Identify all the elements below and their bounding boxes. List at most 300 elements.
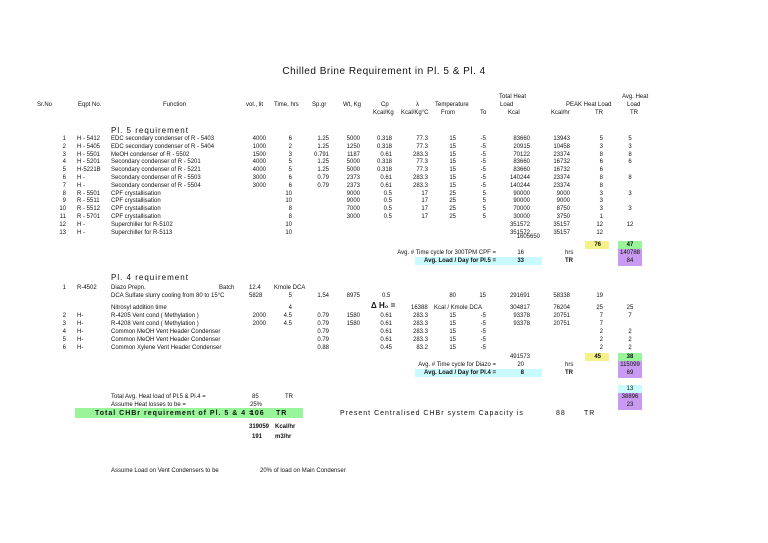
pl4-avg-load-value: 8 [520, 370, 524, 376]
pl5-row [0, 136, 768, 143]
pl5-avg-load-label: Avg. Load / Day for Pl.5 = [424, 258, 496, 264]
total-requirement-label: Total CHBr requirement of Pl. 5 & 4 = [95, 410, 255, 417]
pl5-cell-peak: 10458 [553, 143, 570, 150]
pl5-cell-peak-tr: 8 [599, 175, 603, 181]
pl4-cell-time: 4.5 [283, 321, 292, 327]
pl5-cell-lambda: 283.3 [412, 175, 428, 181]
pl5-cell-srno: 8 [62, 190, 66, 197]
pl5-cell-eqpt: R - 5501 [77, 190, 101, 197]
pl5-cell-srno: 3 [62, 151, 66, 158]
pl5-cell-vol: 3000 [252, 175, 266, 181]
m3-value: 191 [252, 434, 263, 440]
pl4-cell-cp: 0.61 [380, 313, 392, 319]
pl4-cell-lambda: 83.2 [416, 345, 428, 351]
pl5-cell-wt: 1187 [347, 151, 360, 158]
pl5-cell-eqpt: H - 5501 [77, 151, 101, 158]
footer-purple-value-1: 38896 [621, 394, 639, 400]
pl5-cell-peak-tr: 8 [599, 151, 603, 158]
assume-load-label: Assume Load on Vent Condensers to be [111, 468, 219, 474]
pl5-cell-srno: 10 [59, 206, 66, 213]
pl5-cell-vol: 3000 [252, 182, 266, 189]
pl5-cell-total: 83660 [513, 159, 530, 166]
pl5-cell-function: Secondary condenser of R - 5201 [111, 159, 201, 166]
pl5-cell-from: 15 [449, 182, 456, 189]
pl5-cell-total: 140244 [509, 182, 530, 189]
pl5-cell-cp: 0.318 [376, 159, 392, 166]
pl5-cell-from: 25 [449, 190, 456, 197]
header-eqpt: Eqpt No. [78, 102, 102, 108]
header-peak-tr: TR [595, 110, 603, 116]
pl4-diazo-spgr: 1.54 [317, 293, 329, 299]
pl5-cell-to: -5 [480, 167, 486, 174]
pl5-cell-function: MeOH condenser of R - 5502 [111, 151, 190, 158]
pl4-cell-avg-tr: 2 [628, 329, 632, 335]
pl4-cell-from: 15 [449, 329, 456, 335]
pl5-cell-wt: 9000 [346, 190, 360, 197]
pl5-cell-peak: 16732 [553, 159, 570, 166]
pl4-nitrosyl-total: 304817 [509, 305, 530, 311]
pl4-nitrosyl-unit: Kcal / Kmole DCA [434, 305, 483, 311]
header-time: Time, hrs [274, 102, 299, 108]
pl4-cell-to: -5 [480, 337, 486, 343]
pl5-purple-value-2: 84 [626, 258, 634, 264]
pl5-cell-srno: 13 [59, 229, 66, 236]
pl4-diazo-wt: 8975 [346, 293, 360, 299]
pl4-cell-function: Common Xylene Vent Header Condenser [111, 345, 222, 351]
pl5-cell-lambda: 17 [421, 198, 428, 205]
pl4-diazo-tr: 19 [596, 293, 603, 299]
assume-load-value: 20% of load on Main Condenser [260, 468, 346, 474]
pl4-cell-wt: 1580 [346, 321, 360, 327]
pl5-row [0, 144, 768, 151]
pl5-cell-peak-tr: 3 [599, 198, 603, 205]
pl4-cell-to: -5 [480, 321, 486, 327]
header-total-heat: Total Heat [499, 94, 527, 100]
pl4-cell-srno: 2 [62, 313, 66, 319]
pl5-cell-cp: 0.5 [383, 206, 392, 213]
pl5-cell-cp: 0.318 [376, 136, 392, 142]
pl4-cell-eqpt: H- [77, 329, 84, 335]
pl4-diazo-func2: DCA Sulfate slurry cooling from 80 to 15°C [111, 293, 225, 299]
pl4-cell-vol: 2000 [252, 321, 266, 327]
pl4-diazo-peak: 58338 [553, 293, 570, 299]
pl5-cell-srno: 12 [59, 221, 66, 228]
pl5-cell-cp: 0.5 [383, 190, 392, 197]
pl4-cell-spgr: 0.79 [317, 329, 329, 335]
pl4-cell-vol: 2000 [252, 313, 266, 319]
total-requirement-unit: TR [276, 410, 288, 417]
pl5-cell-srno: 1 [62, 136, 66, 142]
pl5-cell-peak: 35157 [553, 221, 570, 228]
pl4-diazo-batch: Batch [219, 285, 235, 291]
pl5-cell-peak-tr: 12 [596, 229, 603, 236]
pl5-cell-total: 30000 [513, 214, 530, 220]
pl5-cell-avg-tr: 6 [628, 159, 632, 166]
pl5-cell-function: Secondary condenser of R - 5504 [111, 182, 201, 189]
pl4-cell-function: R-4205 Vent cond ( Methylation ) [111, 313, 199, 319]
pl5-cell-avg-tr: 3 [628, 206, 632, 213]
pl5-cell-to: -5 [480, 175, 486, 181]
pl5-cell-total: 351572 [509, 221, 530, 228]
pl5-cell-vol: 1500 [252, 151, 266, 158]
pl5-sum-avg-tr: 47 [626, 242, 634, 248]
pl5-cell-from: 25 [449, 198, 456, 205]
pl4-diazo-vol2: 5828 [249, 293, 263, 299]
pl4-cell-peak-tr: 7 [599, 313, 603, 319]
pl5-cell-spgr: 0.79 [317, 175, 329, 181]
pl5-cell-avg-tr: 8 [628, 151, 632, 158]
pl5-cell-vol: 1000 [252, 143, 266, 150]
pl5-cell-spgr: 1.25 [317, 159, 329, 166]
pl5-cell-cp: 0.5 [383, 214, 392, 220]
header-from: From [441, 110, 455, 116]
pl5-cell-to: -5 [480, 151, 486, 158]
pl5-cell-eqpt: H - [77, 182, 85, 189]
pl5-cell-function: Superchiller for R-5113 [111, 229, 173, 236]
pl5-cell-total: 90000 [513, 190, 530, 197]
pl4-cell-lambda: 283.3 [412, 329, 428, 335]
pl4-cell-cp: 0.61 [380, 329, 392, 335]
header-peak: PEAK Heat Load [566, 102, 612, 108]
pl5-cell-cp: 0.318 [376, 143, 392, 150]
pl4-cell-srno: 3 [62, 321, 66, 327]
pl5-cell-eqpt: H - 5412 [77, 136, 101, 142]
pl5-cell-wt: 5000 [346, 167, 360, 174]
pl5-cell-vol: 4000 [252, 167, 266, 174]
pl5-cell-lambda: 77.3 [416, 159, 428, 166]
pl5-cell-spgr: 0.791 [313, 151, 329, 158]
pl4-cell-spgr: 0.79 [317, 321, 329, 327]
pl5-cell-spgr: 0.79 [317, 182, 329, 189]
pl5-cell-spgr: 1.25 [317, 143, 329, 150]
total-avg-unit: TR [285, 394, 293, 400]
pl5-cell-to: 5 [482, 198, 486, 205]
pl5-cell-function: CPF crystallisation [111, 190, 161, 197]
pl5-cell-time: 5 [288, 159, 292, 166]
pl5-cell-cp: 0.61 [380, 175, 392, 181]
pl4-purple-value-2: 69 [626, 370, 634, 376]
header-cp-unit: Kcal/Kg [373, 110, 394, 116]
pl4-sum-peak-tr: 45 [594, 354, 601, 360]
pl5-cell-peak-tr: 3 [599, 206, 603, 213]
pl4-cell-eqpt: H- [77, 313, 84, 319]
pl4-cell-srno: 6 [62, 345, 66, 351]
pl4-cell-spgr: 0.79 [317, 337, 329, 343]
pl5-cell-peak: 13943 [553, 136, 570, 142]
pl5-cell-spgr: 1.25 [317, 136, 329, 142]
pl5-row [0, 152, 768, 159]
pl4-diazo-srno: 1 [62, 285, 66, 291]
pl5-cell-function: EDC secondary condenser of R - 5404 [111, 143, 215, 150]
pl4-cell-avg-tr: 2 [628, 337, 632, 343]
pl5-cell-peak: 23374 [553, 175, 570, 181]
pl4-diazo-cp: 0.5 [382, 293, 391, 299]
pl4-avg-time-label: Avg. # Time cycle for Diazo = [418, 362, 496, 368]
pl5-cell-function: EDC secondary condenser of R - 5403 [111, 136, 215, 142]
pl5-cell-time: 3 [288, 151, 292, 158]
pl4-cell-peak: 20751 [553, 321, 570, 327]
pl5-cell-peak: 9000 [556, 198, 570, 205]
pl5-cell-time: 2 [288, 143, 292, 150]
pl5-cell-time: 8 [288, 206, 292, 213]
pl5-cell-time: 10 [285, 221, 292, 228]
pl4-nitrosyl-value: 16388 [411, 305, 428, 311]
pl5-cell-to: 5 [482, 214, 486, 220]
pl4-avg-load-unit: TR [565, 370, 573, 376]
header-wt: Wt, Kg [343, 102, 362, 108]
pl5-cell-eqpt: H - [77, 221, 85, 228]
pl5-cell-from: 15 [449, 151, 456, 158]
pl4-diazo-to: 15 [479, 293, 486, 299]
pl4-cell-cp: 0.61 [380, 321, 392, 327]
header-temperature: Temperature [435, 102, 469, 108]
header-peak-kcal: Kcal/hr [551, 110, 570, 116]
pl4-cell-spgr: 0.79 [317, 313, 329, 319]
pl4-nitrosyl-tr: 25 [596, 305, 603, 311]
pl5-cell-srno: 11 [59, 214, 66, 220]
pl5-cell-spgr: 1.25 [317, 167, 329, 174]
pl4-cell-from: 15 [449, 313, 456, 319]
pl5-avg-time-value: 16 [517, 250, 524, 256]
pl5-cell-from: 15 [449, 159, 456, 166]
pl5-avg-time-label: Avg. # Time cycle for 300TPM CPF = [397, 250, 496, 256]
pl5-cell-peak-tr: 12 [596, 221, 603, 228]
pl4-cell-eqpt: H- [77, 321, 84, 327]
pl5-cell-function: Superchiller for R-5102 [111, 221, 173, 228]
pl5-cell-wt: 5000 [346, 136, 360, 142]
pl5-cell-vol: 4000 [252, 159, 266, 166]
pl5-cell-lambda: 77.3 [416, 167, 428, 174]
pl5-row [0, 167, 768, 174]
pl4-purple-value-1: 115099 [620, 362, 640, 368]
pl4-nitrosyl-peak: 76204 [553, 305, 570, 311]
pl5-cell-wt: 2373 [346, 175, 360, 181]
pl4-cell-lambda: 283.3 [412, 321, 428, 327]
pl4-cell-cp: 0.45 [380, 345, 392, 351]
header-spgr: Sp.gr [312, 102, 327, 108]
pl5-cell-from: 15 [449, 167, 456, 174]
pl5-cell-function: Secondary condenser of R - 5503 [111, 175, 201, 181]
pl5-cell-total: 70122 [513, 151, 530, 158]
pl5-cell-srno: 2 [62, 143, 66, 150]
pl4-diazo-total: 291691 [509, 293, 530, 299]
pl5-sum-peak-tr: 76 [594, 242, 601, 248]
pl5-cell-total: 20915 [513, 143, 530, 150]
pl5-cell-avg-tr: 3 [628, 143, 632, 150]
pl5-cell-peak: 3750 [556, 214, 570, 220]
header-function: Function [163, 102, 187, 108]
total-avg-label: Total Avg. Heat load of Pl.5 & Pl.4 = [111, 394, 206, 400]
pl5-cell-peak: 35157 [553, 229, 570, 236]
pl4-cell-function: Common MeOH Vent Header Condenser [111, 329, 221, 335]
pl5-cell-avg-tr: 3 [628, 190, 632, 197]
pl4-cell-function: Common MeOH Vent Header Condenser [111, 337, 221, 343]
pl4-nitrosyl-dh: Δ H₀ = [371, 301, 396, 310]
pl5-cell-peak: 23374 [553, 182, 570, 189]
pl5-cell-time: 5 [288, 167, 292, 174]
pl4-cell-cp: 0.61 [380, 337, 392, 343]
kcal-unit: Kcal/hr [275, 424, 296, 430]
pl5-cell-peak-tr: 5 [599, 136, 603, 142]
pl5-cell-eqpt: R - 5512 [77, 206, 101, 213]
pl4-cell-to: -5 [480, 345, 486, 351]
pl5-avg-load-value: 33 [517, 258, 524, 264]
pl4-row [0, 337, 768, 344]
losses-value: 25% [250, 402, 263, 408]
pl5-cell-to: -5 [480, 182, 486, 189]
losses-label: Assume Heat losses to be = [111, 402, 186, 408]
header-lambda-unit: Kcal/Kg°C [401, 110, 429, 116]
pl5-cell-peak-tr: 1 [599, 214, 603, 220]
header-avg-load: Load [627, 102, 641, 108]
pl5-cell-time: 10 [285, 190, 292, 197]
pl5-cell-total: 351572 [509, 229, 530, 236]
pl4-cell-function: R-4208 Vent cond ( Methylation ) [111, 321, 199, 327]
pl5-row [0, 191, 768, 198]
header-total-load: Load [500, 102, 514, 108]
pl5-cell-from: 25 [449, 206, 456, 213]
pl5-row [0, 183, 768, 190]
pl5-cell-wt: 1250 [346, 143, 360, 150]
pl4-diazo-time2: 5 [288, 293, 292, 299]
pl5-cell-avg-tr: 12 [626, 221, 634, 228]
pl5-cell-eqpt: H - 5201 [77, 159, 101, 166]
pl4-cell-eqpt: H- [77, 345, 84, 351]
pl5-cell-function: CPF crystallisation [111, 198, 161, 205]
pl5-cell-eqpt: H - 5405 [77, 143, 101, 150]
footer-blue-value: 13 [626, 386, 634, 392]
pl4-diazo-time1: Kmole DCA [274, 285, 306, 291]
pl5-cell-total: 90000 [513, 198, 530, 205]
page-title: Chilled Brine Requirement in Pl. 5 & Pl. 4 [282, 66, 486, 77]
pl5-cell-avg-tr: 5 [628, 136, 632, 142]
pl4-cell-peak-tr: 2 [599, 345, 603, 351]
pl5-cell-srno: 6 [62, 175, 66, 181]
pl5-cell-to: -5 [480, 136, 486, 142]
m3-unit: m3/hr [275, 434, 292, 440]
pl4-cell-lambda: 283.3 [412, 313, 428, 319]
pl4-cell-wt: 1580 [346, 313, 360, 319]
pl5-cell-peak-tr: 3 [599, 143, 603, 150]
pl5-cell-eqpt: H - [77, 175, 85, 181]
pl5-cell-avg-tr: 8 [628, 175, 632, 181]
pl5-cell-time: 6 [288, 175, 292, 181]
present-capacity-unit: TR [584, 410, 596, 417]
pl5-cell-peak: 16732 [553, 167, 570, 174]
pl4-diazo-eqpt: R-4502 [77, 285, 97, 291]
pl5-row [0, 175, 768, 182]
kcal-value: 319059 [249, 424, 270, 430]
pl5-sum-total: 1605650 [516, 234, 540, 240]
header-vol: vol., lit [246, 102, 264, 108]
pl5-cell-wt: 7000 [346, 206, 360, 213]
pl5-cell-peak: 9000 [556, 190, 570, 197]
pl4-cell-srno: 5 [62, 337, 66, 343]
header-cp: Cp [381, 102, 389, 108]
pl5-row [0, 206, 768, 213]
pl5-cell-total: 83660 [513, 167, 530, 174]
pl5-cell-lambda: 283.3 [412, 151, 428, 158]
pl4-cell-eqpt: H- [77, 337, 84, 343]
header-avg-heat: Avg. Heat [622, 94, 649, 100]
pl5-cell-srno: 7 [62, 182, 66, 189]
pl5-cell-eqpt: H-5221B [77, 167, 101, 174]
pl4-cell-to: -5 [480, 313, 486, 319]
pl5-cell-lambda: 17 [421, 206, 428, 213]
pl5-cell-cp: 0.61 [380, 151, 392, 158]
pl4-row [0, 321, 768, 328]
pl4-sum-avg-tr: 38 [626, 354, 634, 360]
section-heading-pl5: Pl. 5 requirement [111, 126, 189, 135]
pl5-cell-to: 5 [482, 190, 486, 197]
pl4-cell-to: -5 [480, 329, 486, 335]
pl5-cell-peak-tr: 6 [599, 159, 603, 166]
pl5-cell-total: 140244 [509, 175, 530, 181]
pl5-cell-peak-tr: 6 [599, 167, 603, 174]
pl5-cell-eqpt: R - 5701 [77, 214, 101, 220]
pl5-row [0, 214, 768, 221]
footer-purple-value-2: 23 [626, 402, 634, 408]
pl4-diazo-vol1: 12.4 [249, 285, 261, 291]
pl5-cell-total: 83660 [513, 136, 530, 142]
pl4-row [0, 313, 768, 320]
pl5-cell-function: Secondary condenser of R - 5221 [111, 167, 201, 174]
pl5-cell-peak-tr: 8 [599, 182, 603, 189]
pl4-nitrosyl-avg: 25 [626, 305, 634, 311]
pl4-cell-peak-tr: 7 [599, 321, 603, 327]
pl5-cell-peak-tr: 3 [599, 190, 603, 197]
section-heading-pl4: Pl. 4 requirement [111, 273, 189, 282]
pl5-cell-lambda: 283.3 [412, 182, 428, 189]
pl4-cell-peak-tr: 2 [599, 337, 603, 343]
pl5-cell-srno: 4 [62, 159, 66, 166]
pl5-cell-lambda: 77.3 [416, 143, 428, 150]
pl5-cell-peak: 8750 [556, 206, 570, 213]
pl4-row [0, 345, 768, 352]
pl4-sum-total: 491573 [509, 354, 530, 360]
pl4-cell-avg-tr: 2 [628, 345, 632, 351]
pl5-cell-time: 8 [288, 214, 292, 220]
pl5-cell-to: -5 [480, 143, 486, 150]
pl5-cell-from: 15 [449, 143, 456, 150]
pl4-cell-from: 15 [449, 337, 456, 343]
pl5-cell-eqpt: R - 5511 [77, 198, 100, 205]
pl5-cell-lambda: 17 [421, 190, 428, 197]
pl5-cell-eqpt: H - [77, 229, 85, 236]
pl5-cell-time: 6 [288, 136, 292, 142]
header-lambda: λ [416, 102, 419, 108]
pl5-cell-srno: 5 [62, 167, 66, 174]
pl5-cell-lambda: 17 [421, 214, 428, 220]
pl5-cell-time: 10 [285, 198, 292, 205]
pl4-diazo-func: Diazo Prepn. [111, 285, 146, 291]
pl5-avg-load-unit: TR [565, 258, 573, 264]
pl5-purple-value-1: 140788 [619, 250, 641, 256]
pl5-row [0, 198, 768, 205]
pl5-row [0, 230, 768, 237]
pl4-cell-total: 93378 [513, 313, 530, 319]
pl5-cell-peak: 23374 [553, 151, 570, 158]
pl4-cell-lambda: 283.3 [412, 337, 428, 343]
pl5-cell-wt: 5000 [346, 159, 360, 166]
pl5-cell-from: 25 [449, 214, 456, 220]
pl5-cell-srno: 9 [62, 198, 66, 205]
pl5-cell-cp: 0.318 [376, 167, 392, 174]
pl4-avg-load-label: Avg. Load / Day for Pl.4 = [424, 370, 496, 376]
pl5-cell-function: CPF crystallisation [111, 214, 161, 220]
header-total-kcal: Kcal [508, 110, 520, 116]
pl5-cell-function: CPF crystallisation [111, 206, 161, 213]
